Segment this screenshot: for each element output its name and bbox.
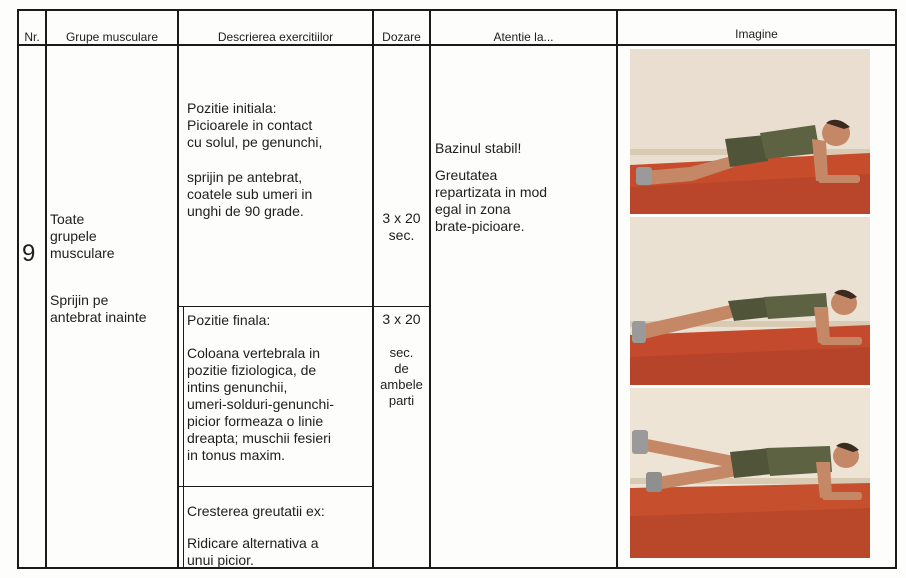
- dosage-final-a: 3 x 20: [382, 311, 421, 327]
- header-atentie-la: Atentie la...: [493, 30, 554, 44]
- row-number: 9: [22, 240, 36, 267]
- progression-label: Cresterea greutatii ex:: [187, 503, 325, 519]
- initial-position-text: Pozitie initiala: Picioarele in contact cu solul, pe genunchi,: [187, 100, 323, 150]
- final-position-label: Pozitie finala:: [187, 312, 271, 328]
- attention-weight: Greutatea repartizata in mod egal in zona brate-picioare.: [435, 167, 548, 234]
- plank-on-knees-photo: [630, 49, 870, 214]
- header-imagine: Imagine: [735, 27, 778, 41]
- header-nr: Nr.: [24, 30, 40, 44]
- muscle-groups: Toate grupele musculare: [50, 211, 115, 261]
- header-grupe-musculare: Grupe musculare: [65, 30, 159, 44]
- header-dozare: Dozare: [382, 30, 421, 44]
- header-descrierea-exercitiilor: Descrierea exercitiilor: [217, 30, 334, 44]
- exercise-name: Sprijin pe antebrat inainte: [50, 292, 147, 325]
- plank-leg-raise-photo: [630, 388, 870, 558]
- dosage-final-b: sec. de ambele parti: [380, 345, 423, 408]
- progression-text: Ridicare alternativa a unui picior.: [187, 535, 319, 568]
- dosage-initial: 3 x 20 sec.: [382, 210, 421, 243]
- attention-pelvis: Bazinul stabil!: [435, 140, 522, 156]
- final-position-text: Coloana vertebrala in pozitie fiziologica, de intins genunchii, umeri-solduri-genunchi- picior formeaza o linie dreapta; muschii fesieri in tonus maxim.: [187, 345, 335, 463]
- forearm-plank-photo: [630, 217, 870, 385]
- initial-position-text-2: sprijin pe antebrat, coatele sub umeri in unghi de 90 grade.: [187, 169, 313, 219]
